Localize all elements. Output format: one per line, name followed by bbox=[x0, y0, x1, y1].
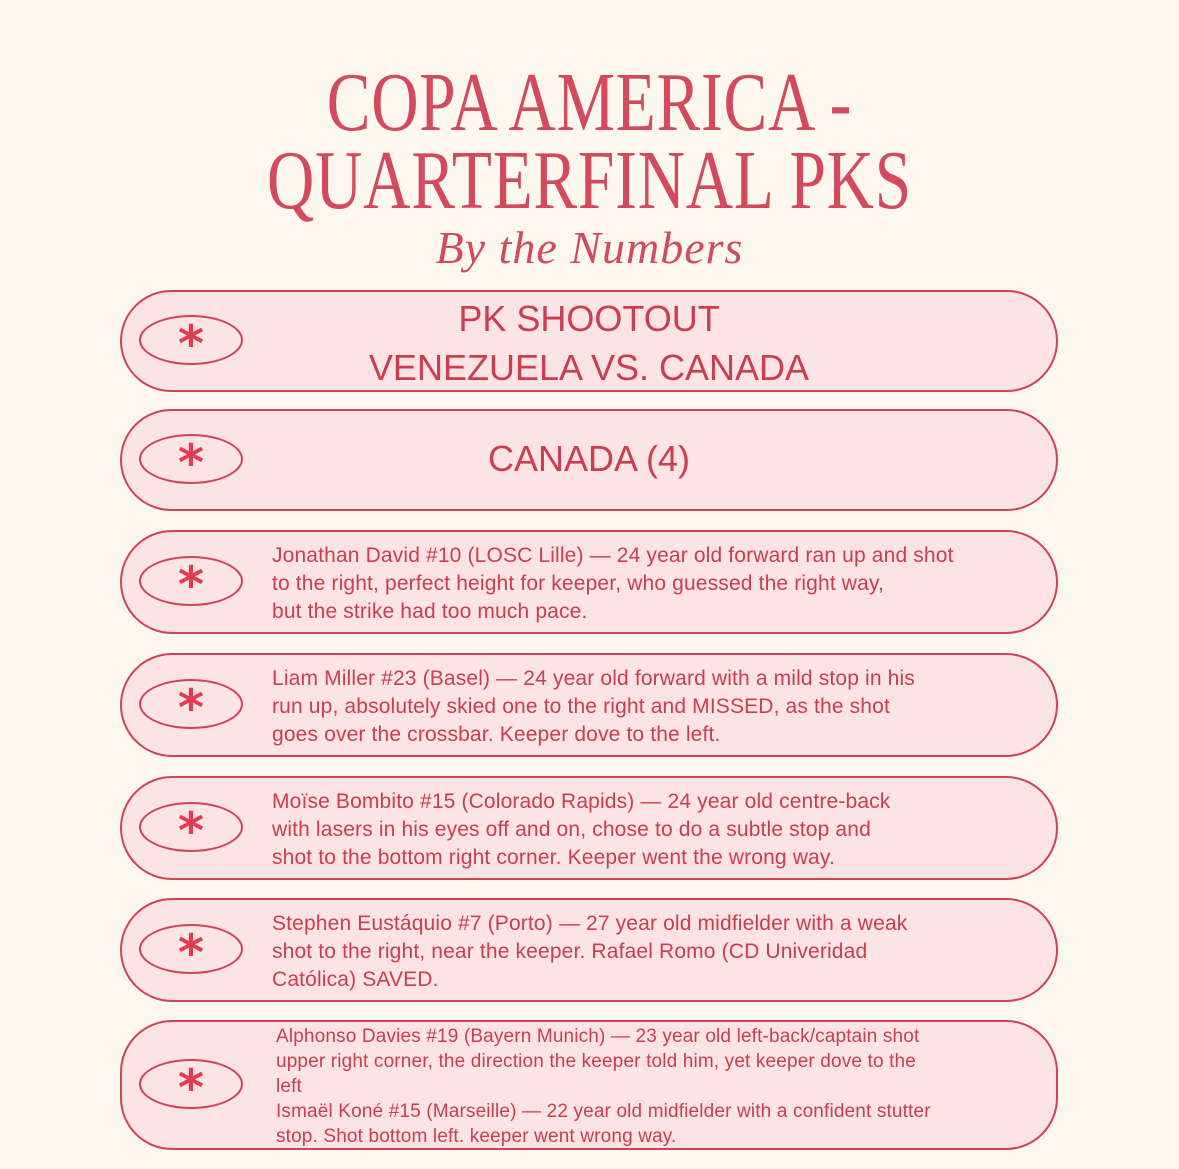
kick-1-line-3: but the strike had too much pace. bbox=[272, 600, 588, 623]
card-kick-1 bbox=[120, 530, 1058, 634]
page-title-line-1: COPA AMERICA - bbox=[326, 56, 853, 149]
asterisk-icon: * bbox=[177, 1059, 205, 1117]
kick-5-line-5: stop. Shot bottom left. keeper went wrong way. bbox=[276, 1126, 677, 1147]
card-team bbox=[120, 409, 1058, 511]
kick-4-line-2: shot to the right, near the keeper. Rafael Romo (CD Univeridad bbox=[272, 940, 868, 963]
kick-5-line-3: left bbox=[276, 1076, 302, 1097]
card-kick-2 bbox=[120, 653, 1058, 757]
kick-1-line-2: to the right, perfect height for keeper, who guessed the right way, bbox=[272, 572, 885, 595]
asterisk-badge bbox=[139, 556, 243, 614]
page-title-line-2: QUARTERFINAL PKS bbox=[266, 134, 912, 227]
kick-1-line-1: Jonathan David #10 (LOSC Lille) — 24 year old forward ran up and shot bbox=[272, 544, 954, 567]
kick-3-line-1: Moïse Bombito #15 (Colorado Rapids) — 24 year old centre-back bbox=[272, 790, 891, 813]
asterisk-badge bbox=[139, 802, 243, 860]
asterisk-icon: * bbox=[177, 679, 205, 737]
asterisk-icon: * bbox=[177, 315, 205, 373]
kick-2-line-3: goes over the crossbar. Keeper dove to the left. bbox=[272, 723, 721, 746]
kick-3-line-2: with lasers in his eyes off and on, chose to do a subtle stop and bbox=[272, 818, 871, 841]
kick-2-line-1: Liam Miller #23 (Basel) — 24 year old forward with a mild stop in his bbox=[272, 667, 915, 690]
asterisk-icon: * bbox=[177, 556, 205, 614]
page-subtitle: By the Numbers bbox=[435, 222, 744, 273]
kick-2-line-2: run up, absolutely skied one to the right and MISSED, as the shot bbox=[272, 695, 890, 718]
card-shootout bbox=[120, 290, 1058, 392]
kick-5-line-1: Alphonso Davies #19 (Bayern Munich) — 23 year old left-back/captain shot bbox=[276, 1026, 920, 1047]
kick-4-description bbox=[272, 910, 1038, 994]
kick-3-description bbox=[272, 788, 1038, 872]
asterisk-badge bbox=[139, 1059, 243, 1117]
kick-5-line-2: upper right corner, the direction the keeper told him, yet keeper dove to the bbox=[276, 1051, 916, 1072]
asterisk-badge bbox=[139, 924, 243, 982]
card-kick-3 bbox=[120, 776, 1058, 880]
kick-3-line-3: shot to the bottom right corner. Keeper went the wrong way. bbox=[272, 846, 835, 869]
card-kick-5 bbox=[120, 1020, 1058, 1150]
card-kick-4 bbox=[120, 898, 1058, 1002]
kick-5-description bbox=[276, 1024, 1038, 1149]
team-score: CANADA (4) bbox=[487, 438, 691, 479]
kick-5-line-4: Ismaël Koné #15 (Marseille) — 22 year old midfielder with a confident stutter bbox=[276, 1101, 931, 1122]
asterisk-badge bbox=[139, 679, 243, 737]
asterisk-icon: * bbox=[177, 802, 205, 860]
kick-4-line-1: Stephen Eustáquio #7 (Porto) — 27 year old midfielder with a weak bbox=[272, 912, 908, 935]
asterisk-icon: * bbox=[177, 434, 205, 492]
kick-1-description bbox=[272, 542, 1038, 626]
kick-2-description bbox=[272, 665, 1038, 749]
shootout-matchup: VENEZUELA VS. CANADA bbox=[368, 347, 810, 388]
shootout-title: PK SHOOTOUT bbox=[458, 298, 720, 339]
kick-4-line-3: Católica) SAVED. bbox=[272, 968, 439, 991]
asterisk-icon: * bbox=[177, 924, 205, 982]
